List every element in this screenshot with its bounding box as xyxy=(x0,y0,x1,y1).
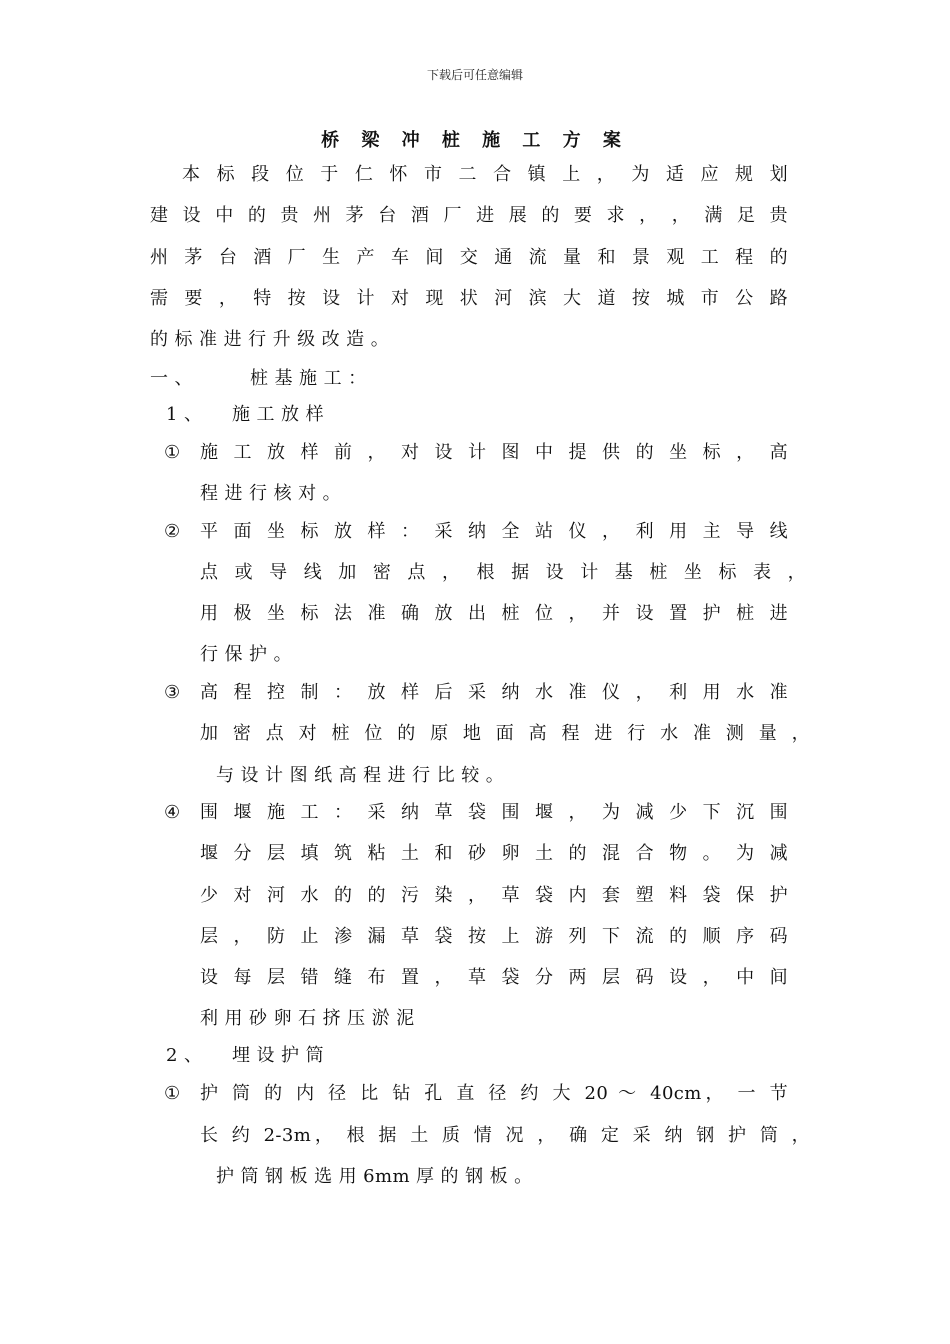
item-line: 高 程 控 制 ： 放 样 后 采 纳 水 准 仪 ， 利 用 水 准 xyxy=(200,682,788,703)
item-marker: ② xyxy=(164,521,181,542)
section-title: 桩 基 施 工 ： xyxy=(250,368,367,389)
item-line: 层 ， 防 止 渗 漏 草 袋 按 上 游 列 下 流 的 顺 序 码 xyxy=(200,926,788,947)
item-line: 设 每 层 错 缝 布 置 ， 草 袋 分 两 层 码 设 ， 中 间 xyxy=(200,967,788,988)
item-marker: ① xyxy=(164,1083,181,1104)
item-line: 长 约 2-3m， 根 据 土 质 情 况 ， 确 定 采 纳 钢 护 筒 ， xyxy=(200,1125,810,1146)
item-line: 护 筒 钢 板 选 用 6mm 厚 的 钢 板 。 xyxy=(216,1166,533,1187)
item-line: 护 筒 的 内 径 比 钻 孔 直 径 约 大 20 ～ 40cm， 一 节 xyxy=(200,1083,788,1104)
intro-line: 需 要 ， 特 按 设 计 对 现 状 河 滨 大 道 按 城 市 公 路 xyxy=(150,288,788,309)
item-line: 用 极 坐 标 法 准 确 放 出 桩 位 ， 并 设 置 护 桩 进 xyxy=(200,603,788,624)
intro-line: 的 标 准 进 行 升 级 改 造 。 xyxy=(150,329,390,350)
intro-line: 州 茅 台 酒 厂 生 产 车 间 交 通 流 量 和 景 观 工 程 的 xyxy=(150,247,788,268)
item-line: 施 工 放 样 前 ， 对 设 计 图 中 提 供 的 坐 标 ， 高 xyxy=(200,442,788,463)
item-line: 少 对 河 水 的 的 污 染 ， 草 袋 内 套 塑 料 袋 保 护 xyxy=(200,885,788,906)
intro-line: 建 设 中 的 贵 州 茅 台 酒 厂 进 展 的 要 求 ， ， 满 足 贵 xyxy=(150,205,788,226)
item-line: 堰 分 层 填 筑 粘 土 和 砂 卵 土 的 混 合 物 。 为 减 xyxy=(200,843,788,864)
item-line: 点 或 导 线 加 密 点 ， 根 据 设 计 基 桩 坐 标 表 ， xyxy=(200,562,806,583)
item-line: 与 设 计 图 纸 高 程 进 行 比 较 。 xyxy=(216,765,505,786)
document-title: 桥 梁 冲 桩 施 工 方 案 xyxy=(321,130,629,151)
section-number: 一 、 xyxy=(150,368,193,389)
item-marker: ④ xyxy=(164,802,181,823)
item-line: 加 密 点 对 桩 位 的 原 地 面 高 程 进 行 水 准 测 量 ， xyxy=(200,723,810,744)
subsection-number: 2 、 xyxy=(166,1045,203,1066)
item-line: 围 堰 施 工 ： 采 纳 草 袋 围 堰 ， 为 减 少 下 沉 围 xyxy=(200,802,788,823)
item-line: 利 用 砂 卵 石 挤 压 淤 泥 xyxy=(200,1008,415,1029)
item-marker: ③ xyxy=(164,682,181,703)
intro-line: 本 标 段 位 于 仁 怀 市 二 合 镇 上 ， 为 适 应 规 划 xyxy=(182,164,788,185)
item-marker: ① xyxy=(164,442,181,463)
item-line: 程 进 行 核 对 。 xyxy=(200,483,342,504)
page-header: 下载后可任意编辑 xyxy=(426,68,523,82)
item-line: 平 面 坐 标 放 样 ： 采 纳 全 站 仪 ， 利 用 主 导 线 xyxy=(200,521,788,542)
subsection-title: 埋 设 护 筒 xyxy=(232,1045,324,1066)
subsection-number: 1 、 xyxy=(166,404,203,425)
subsection-title: 施 工 放 样 xyxy=(232,404,324,425)
item-line: 行 保 护 。 xyxy=(200,644,292,665)
